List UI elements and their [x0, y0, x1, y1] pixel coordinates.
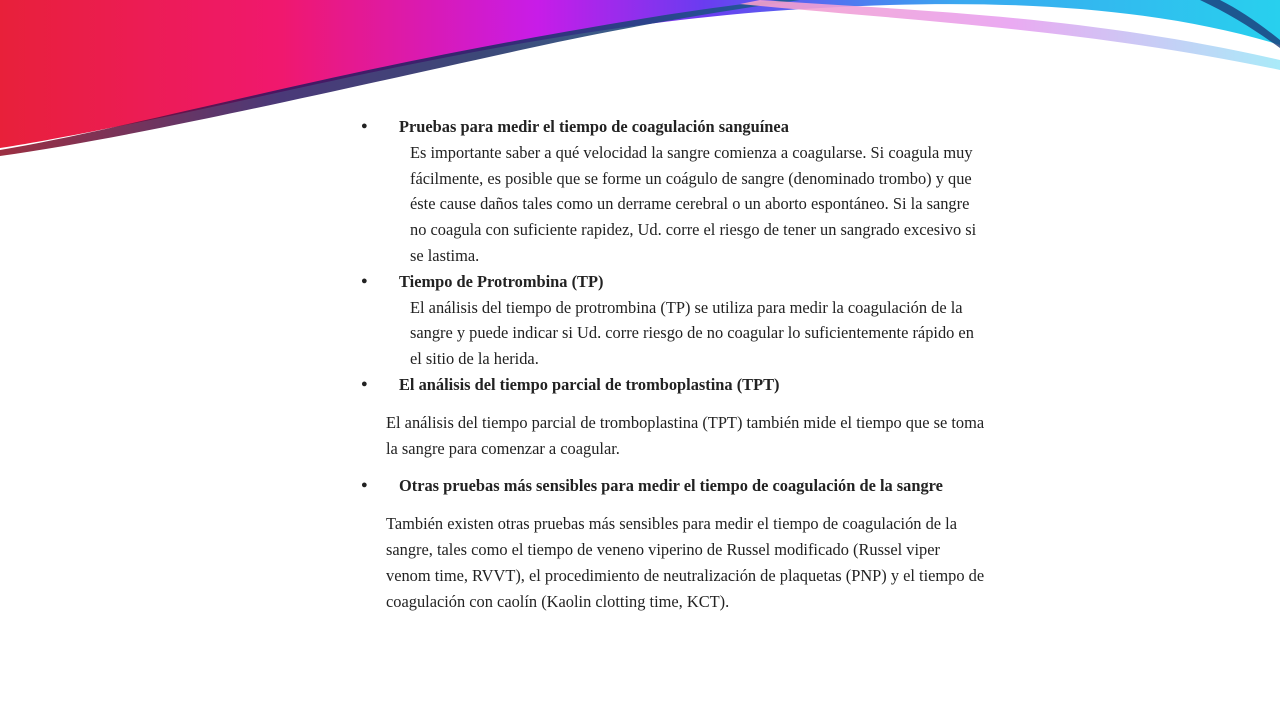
section-body: El análisis del tiempo de protrombina (TP) se utiliza para medir la coagulación de la sangre y puede indicar si Ud. corre riesgo de no coagular lo suficientemente rápido en el sitio de la herida. [410, 297, 974, 369]
section-heading: Tiempo de Protrombina (TP) [399, 271, 604, 291]
section-heading: Pruebas para medir el tiempo de coagulación sanguínea [399, 117, 789, 136]
list-item [360, 372, 985, 398]
section-body: También existen otras pruebas más sensibles para medir el tiempo de coagulación de la sangre, tales como el tiempo de veneno viperino de Russel modificado (Russel viper venom time, RVVT), el procedimiento de neutralización de plaquetas (PNP) y el tiempo de coagulación con caolín (Kaolin clotting time, KCT). [386, 514, 985, 611]
spacer [360, 499, 985, 511]
list-item [360, 269, 985, 295]
spacer [360, 398, 985, 410]
section-heading: Otras pruebas más sensibles para medir el tiempo de coagulación de la sangre [399, 476, 943, 496]
section-heading: El análisis del tiempo parcial de tromboplastina (TPT) [399, 374, 780, 394]
section-body: Es importante saber a qué velocidad la sangre comienza a coagularse. Si coagula muy fácilmente, es posible que se forme un coágulo de sangre (denominado trombo) y que éste cause daños tales como un derrame cerebral o un aborto espontáneo. Si la sangre no coagula con suficiente rapidez, Ud. corre el riesgo de tener un sangrado excesivo si se lastima. [410, 142, 977, 265]
list-item [360, 473, 985, 499]
spacer [360, 461, 985, 473]
bullet-icon: ● [361, 479, 368, 492]
bullet-icon: ● [361, 120, 368, 132]
list-item [360, 114, 985, 140]
bullet-icon: ● [361, 377, 368, 390]
bullet-icon: ● [361, 274, 368, 287]
content-area [360, 114, 985, 614]
section-body: El análisis del tiempo parcial de tromboplastina (TPT) también mide el tiempo que se toma la sangre para comenzar a coagular. [386, 412, 985, 458]
